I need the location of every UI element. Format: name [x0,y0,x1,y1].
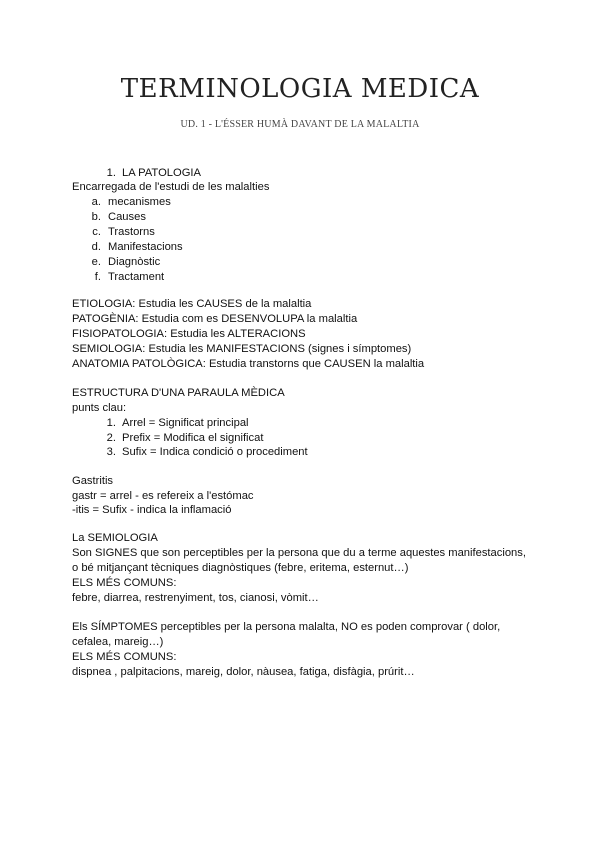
list-item: Prefix = Modifica el significat [122,432,264,444]
list-marker: 3. [106,446,116,458]
list-marker: b. [91,211,101,223]
section-heading: LA PATOLOGIA [122,167,201,179]
structure-heading: ESTRUCTURA D'UNA PARAULA MÈDICA [72,387,285,399]
list-item: Diagnòstic [108,256,161,268]
paragraph-line: Els SÍMPTOMES perceptibles per la persona malalta, NO es poden comprovar ( dolor, [72,621,501,633]
list-item: Sufix = Indica condició o procediment [122,446,308,458]
list-marker: c. [92,226,101,238]
list-item: mecanismes [108,196,171,208]
list-item: Trastorns [108,226,155,238]
page-subtitle: UD. 1 - L'ÉSSER HUMÀ DAVANT DE LA MALALTIA [180,119,420,130]
definition-line: FISIOPATOLOGIA: Estudia les ALTERACIONS [72,328,306,340]
paragraph-line: Son SIGNES que son perceptibles per la persona que du a terme aquestes manifestacions, [72,547,526,559]
paragraph-line: dispnea , palpitacions, mareig, dolor, nàusea, fatiga, disfàgia, prúrit… [72,666,415,678]
list-marker: 1. [106,417,116,429]
list-item: Causes [108,211,146,223]
paragraph-line: ELS MÉS COMUNS: [72,651,177,663]
structure-intro: punts clau: [72,402,127,414]
list-marker: a. [91,196,101,208]
list-item: Tractament [108,271,165,283]
list-marker: e. [91,256,101,268]
definition-line: ETIOLOGIA: Estudia les CAUSES de la malaltia [72,298,312,310]
example-line: gastr = arrel - es refereix a l'estómac [72,490,254,502]
section-intro: Encarregada de l'estudi de les malalties [72,181,270,193]
paragraph-line: ELS MÉS COMUNS: [72,577,177,589]
section-number: 1. [106,167,116,179]
page-title: TERMINOLOGIA MEDICA [120,74,480,104]
paragraph-line: cefalea, mareig…) [72,636,164,648]
example-word: Gastritis [72,475,114,487]
paragraph-line: febre, diarrea, restrenyiment, tos, cianosi, vòmit… [72,592,319,604]
definition-line: SEMIOLOGIA: Estudia les MANIFESTACIONS (signes i símptomes) [72,343,412,355]
definition-line: PATOGÈNIA: Estudia com es DESENVOLUPA la malaltia [72,313,358,325]
list-item: Arrel = Significat principal [122,417,249,429]
definition-line: ANATOMIA PATOLÒGICA: Estudia transtorns que CAUSEN la malaltia [72,358,425,370]
paragraph-line: o bé mitjançant tècniques diagnòstiques (febre, eritema, esternut…) [72,562,409,574]
list-marker: f. [94,271,101,283]
list-item: Manifestacions [108,241,183,253]
example-line: -itis = Sufix - indica la inflamació [72,504,232,516]
list-marker: 2. [106,432,116,444]
semiologia-heading: La SEMIOLOGIA [72,532,158,544]
list-marker: d. [91,241,101,253]
